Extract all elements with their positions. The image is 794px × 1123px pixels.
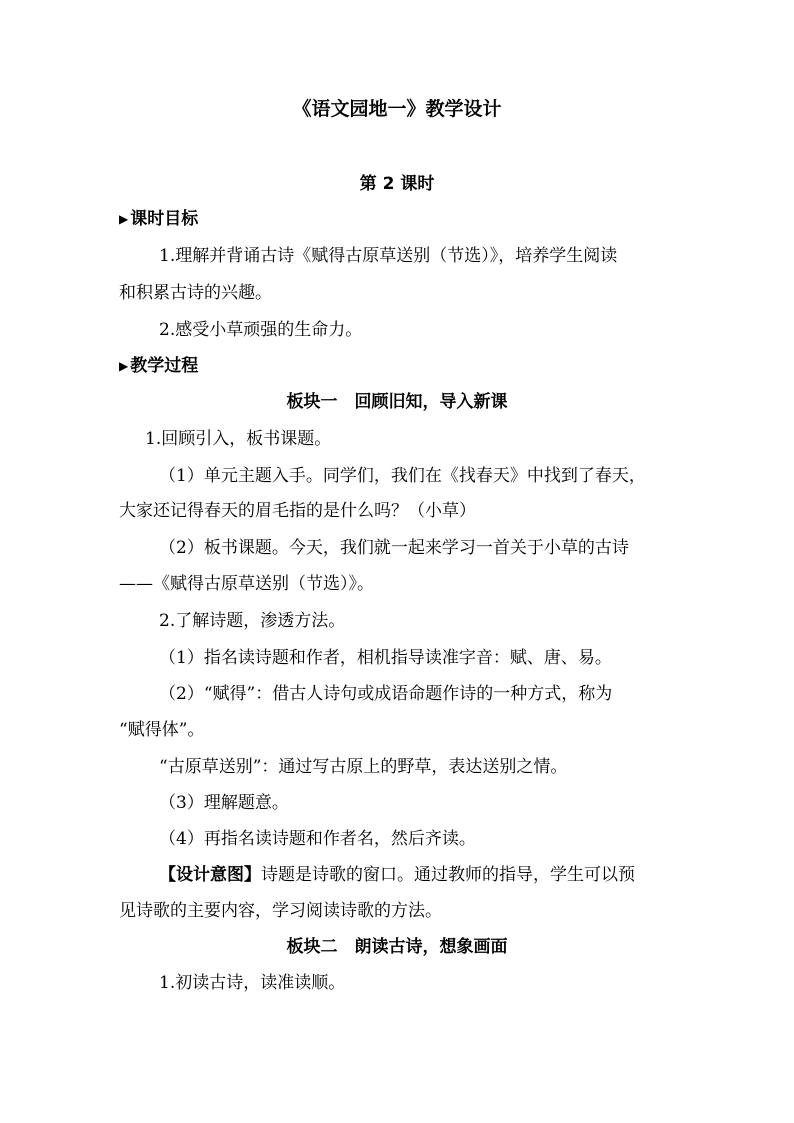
- lesson-number: 第 2 课时: [359, 174, 435, 194]
- b1-s1-1-line1: （1）单元主题入手。同学们，我们在《找春天》中找到了春天，: [159, 466, 646, 486]
- goals-heading-text: 课时目标: [130, 209, 199, 229]
- design-intent-text1: 诗题是诗歌的窗口。通过教师的指导，学生可以预: [261, 865, 635, 885]
- goals-heading: [119, 208, 198, 231]
- goal-2: 2.感受小草顽强的生命力。: [159, 320, 363, 340]
- design-intent-label: 【设计意图】: [159, 865, 261, 885]
- triangle-bullet-icon: ▶: [119, 212, 129, 226]
- design-intent-line1: [159, 864, 635, 886]
- b1-s1-1-line2: 大家还记得春天的眉毛指的是什么吗？（小草）: [119, 501, 476, 521]
- b1-s2-2-line2: “赋得体”。: [119, 720, 205, 740]
- document-title: 《语文园地一》教学设计: [292, 98, 502, 120]
- b1-s2-4: （4）再指名读诗题和作者名，然后齐读。: [159, 829, 476, 849]
- b1-step1: 1.回顾引入，板书课题。: [145, 429, 332, 449]
- block2-title: 板块二 朗读古诗，想象画面: [286, 937, 508, 957]
- b1-step2: 2.了解诗题，渗透方法。: [159, 611, 346, 631]
- goal-1-line2: 和积累古诗的兴趣。: [119, 283, 272, 303]
- b1-s1-2-line2: ——《赋得古原草送别（节选）》。: [119, 574, 374, 594]
- b1-s2-3: （3）理解题意。: [159, 793, 289, 813]
- design-intent-line2: 见诗歌的主要内容，学习阅读诗歌的方法。: [119, 901, 442, 921]
- b1-s2-1: （1）指名读诗题和作者，相机指导读准字音：赋、唐、易。: [159, 648, 612, 668]
- process-heading: [119, 355, 198, 378]
- goal-1-line1: 1.理解并背诵古诗《赋得古原草送别（节选）》，培养学生阅读: [159, 246, 618, 266]
- block1-title: 板块一 回顾旧知，导入新课: [286, 392, 508, 412]
- process-heading-text: 教学过程: [130, 356, 199, 376]
- b1-s1-2-line1: （2）板书课题。今天，我们就一起来学习一首关于小草的古诗: [159, 538, 629, 558]
- triangle-bullet-icon: ▶: [119, 359, 129, 373]
- b1-s2-2-line3: “古原草送别”：通过写古原上的野草，表达送别之情。: [159, 757, 568, 777]
- b1-s2-2-line1: （2）“赋得”：借古人诗句或成语命题作诗的一种方式，称为: [159, 684, 613, 704]
- b2-step1: 1.初读古诗，读准读顺。: [159, 973, 346, 993]
